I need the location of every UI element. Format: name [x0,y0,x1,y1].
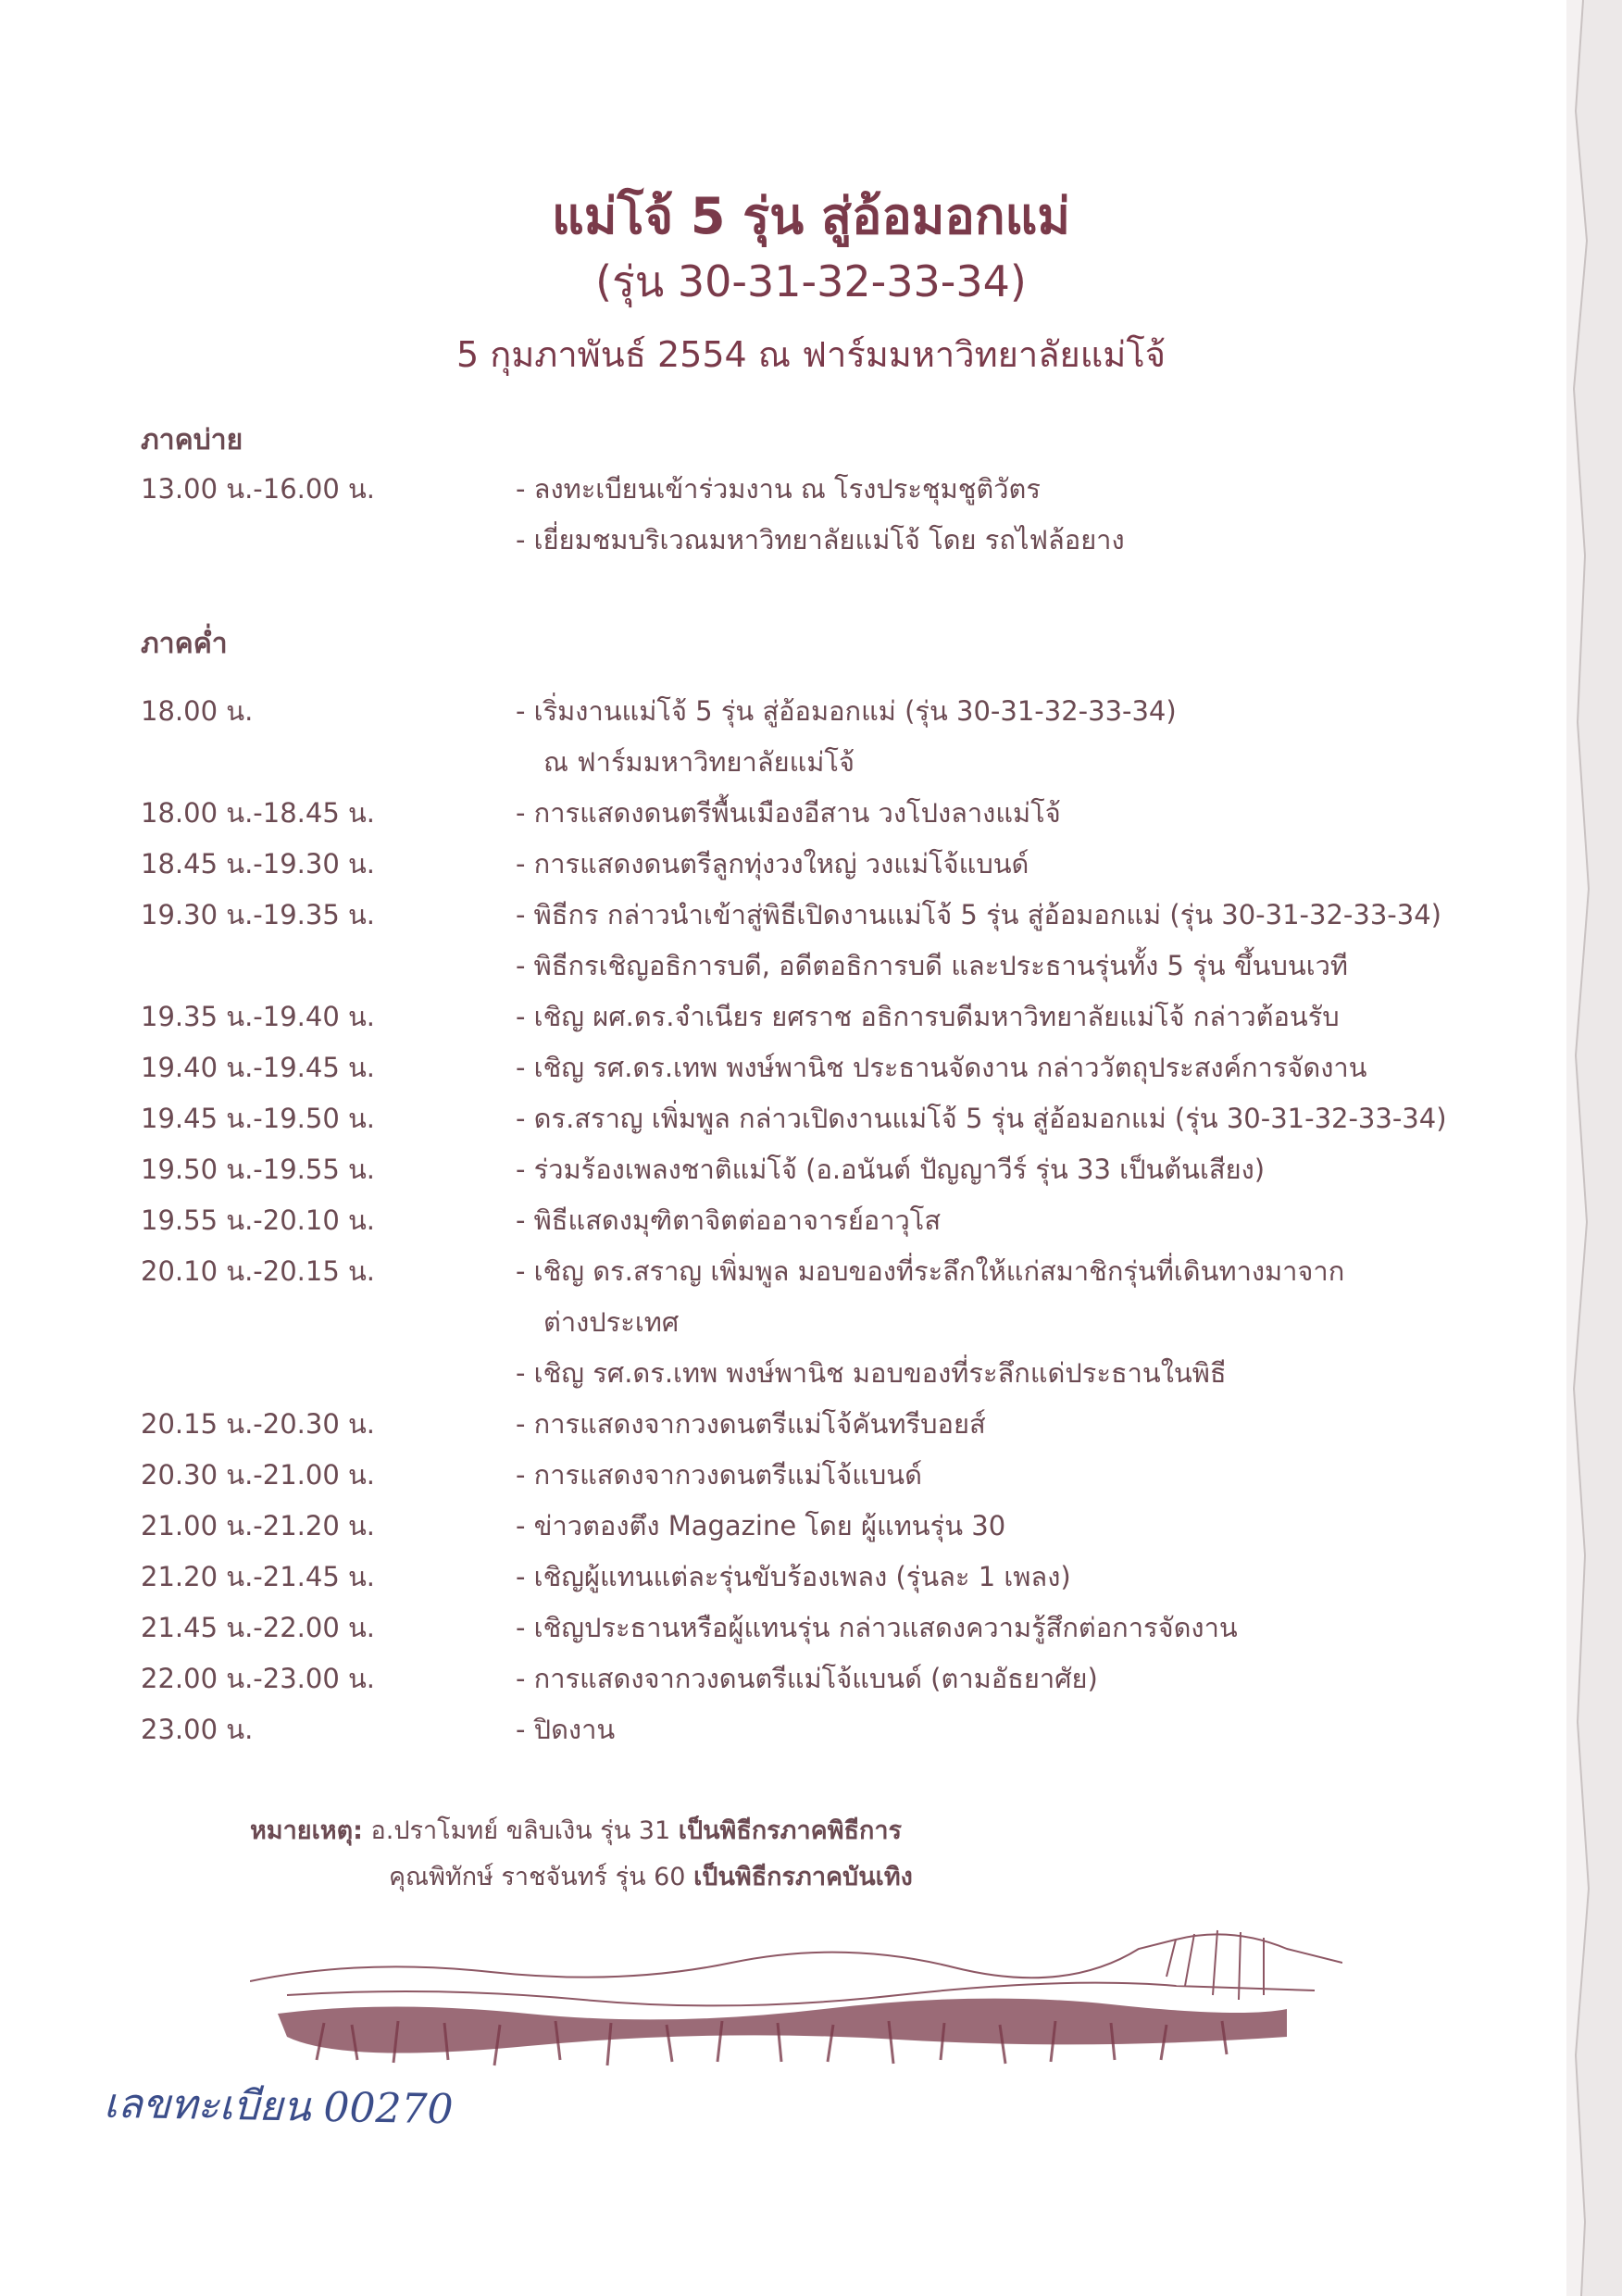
schedule-time: 19.55 น.-20.10 น. [141,1204,376,1236]
schedule-activity [516,690,1608,792]
note-role-1: เป็นพิธีกรภาคพิธีการ [678,1816,902,1845]
schedule-time: 21.20 น.-21.45 น. [141,1561,376,1592]
schedule-activity [516,1097,1608,1148]
activity-line: - พิธีแสดงมุฑิตาจิตต่ออาจารย์อาวุโส [516,1204,942,1236]
activity-line: - เชิญ ผศ.ดร.จำเนียร ยศราช อธิการบดีมหาวิทยาลัยแม่โจ้ กล่าวต้อนรับ [516,1001,1340,1032]
schedule-time: 21.45 น.-22.00 น. [141,1612,376,1643]
handwritten-registration-number: เลขทะเบียน 00270 [103,2079,454,2134]
activity-line: - พิธีกร กล่าวนำเข้าสู่พิธีเปิดงานแม่โจ้ 5 รุ่น สู่อ้อมอกแม่ (รุ่น 30-31-32-33-34) [516,899,1441,930]
activity-line: - การแสดงจากวงดนตรีแม่โจ้คันทรีบอยส์ [516,1408,986,1440]
activity-line: ณ ฟาร์มมหาวิทยาลัยแม่โจ้ [543,746,855,778]
activity-line: - การแสดงดนตรีพื้นเมืองอีสาน วงโปงลางแม่โจ้ [516,797,1061,829]
schedule-time: 20.15 น.-20.30 น. [141,1408,376,1440]
activity-line: - เชิญผู้แทนแต่ละรุ่นขับร้องเพลง (รุ่นละ 1 เพลง) [516,1561,1071,1592]
activity-line: - การแสดงจากวงดนตรีแม่โจ้แบนด์ [516,1459,922,1491]
schedule-time: 19.50 น.-19.55 น. [141,1154,376,1185]
activity-line: ต่างประเทศ [543,1306,680,1338]
schedule-activity [516,1504,1608,1555]
activity-line: - ดร.สราญ เพิ่มพูล กล่าวเปิดงานแม่โจ้ 5 รุ่น สู่อ้อมอกแม่ (รุ่น 30-31-32-33-34) [516,1103,1447,1134]
schedule-activity [516,1250,1608,1403]
activity-line: - ร่วมร้องเพลงชาติแม่โจ้ (อ.อนันต์ ปัญญาวีร์ รุ่น 33 เป็นต้นเสียง) [516,1154,1266,1185]
schedule-activity [516,1657,1608,1708]
landscape-sketch-illustration [250,1921,1342,2097]
schedule-time: 18.00 น. [141,695,254,727]
schedule-activity [516,792,1608,842]
activity-line: - การแสดงจากวงดนตรีแม่โจ้แบนด์ (ตามอัธยาศัย) [516,1663,1098,1694]
note-label: หมายเหตุ: [250,1816,363,1845]
schedule-time: 19.40 น.-19.45 น. [141,1052,376,1083]
schedule-time: 19.45 น.-19.50 น. [141,1103,376,1134]
schedule-activity [516,842,1608,893]
schedule-time: 18.45 น.-19.30 น. [141,848,376,880]
schedule-time: 20.30 น.-21.00 น. [141,1459,376,1491]
note-line-2 [389,1856,913,1896]
schedule-time: 20.10 น.-20.15 น. [141,1255,376,1287]
activity-line: - ลงทะเบียนเข้าร่วมงาน ณ โรงประชุมชูติวัตร [516,473,1041,505]
note-mc-1: อ.ปราโมทย์ ขลิบเงิน รุ่น 31 [370,1816,671,1845]
activity-line: - ปิดงาน [516,1714,616,1745]
section-heading-evening: ภาคค่ำ [141,628,228,660]
activity-line: - เยี่ยมชมบริเวณมหาวิทยาลัยแม่โจ้ โดย รถไฟล้อยาง [516,524,1125,555]
schedule-activity [516,1403,1608,1454]
schedule-time: 19.30 น.-19.35 น. [141,899,376,930]
schedule-time: 13.00 น.-16.00 น. [141,473,376,505]
activity-line: - การแสดงดนตรีลูกทุ่งวงใหญ่ วงแม่โจ้แบนด์ [516,848,1029,880]
schedule-activity [516,1606,1608,1657]
schedule-time: 21.00 น.-21.20 น. [141,1510,376,1541]
schedule-activity [516,1555,1608,1606]
schedule-time: 19.35 น.-19.40 น. [141,1001,376,1032]
activity-line: - เชิญ ดร.สราญ เพิ่มพูล มอบของที่ระลึกให้แก่สมาชิกรุ่นที่เดินทางมาจาก [516,1255,1345,1287]
schedule-activity [516,1199,1608,1250]
schedule-activity [516,468,1608,569]
schedule-activity [516,1046,1608,1097]
note-role-2: เป็นพิธีกรภาคบันเทิง [693,1863,913,1891]
activity-line: - ข่าวตองตึง Magazine โดย ผู้แทนรุ่น 30 [516,1510,1006,1541]
activity-line: - เชิญ รศ.ดร.เทพ พงษ์พานิช ประธานจัดงาน กล่าววัตถุประสงค์การจัดงาน [516,1052,1367,1083]
note-mc-2: คุณพิทักษ์ ราชจันทร์ รุ่น 60 [389,1863,686,1891]
activity-line: - พิธีกรเชิญอธิการบดี, อดีตอธิการบดี และประธานรุ่นทั้ง 5 รุ่น ขึ้นบนเวที [516,950,1349,981]
schedule-time: 22.00 น.-23.00 น. [141,1663,376,1694]
schedule-activity [516,1148,1608,1199]
activity-line: - เชิญ รศ.ดร.เทพ พงษ์พานิช มอบของที่ระลึกแด่ประธานในพิธี [516,1357,1227,1389]
event-date-venue: 5 กุมภาพันธ์ 2554 ณ ฟาร์มมหาวิทยาลัยแม่โจ้ [455,334,1166,375]
activity-line: - เชิญประธานหรือผู้แทนรุ่น กล่าวแสดงความรู้สึกต่อการจัดงาน [516,1612,1238,1643]
schedule-activity [516,893,1608,995]
schedule-activity [516,1454,1608,1504]
page-title: แม่โจ้ 5 รุ่น สู่อ้อมอกแม่ [552,187,1070,245]
note-line-1 [250,1810,902,1850]
schedule-time: 18.00 น.-18.45 น. [141,797,376,829]
schedule-time: 23.00 น. [141,1714,254,1745]
section-heading-afternoon: ภาคบ่าย [141,424,243,456]
schedule-activity [516,995,1608,1046]
page-subtitle: (รุ่น 30-31-32-33-34) [595,256,1027,306]
schedule-activity [516,1708,1608,1759]
activity-line: - เริ่มงานแม่โจ้ 5 รุ่น สู่อ้อมอกแม่ (รุ่น 30-31-32-33-34) [516,695,1177,727]
